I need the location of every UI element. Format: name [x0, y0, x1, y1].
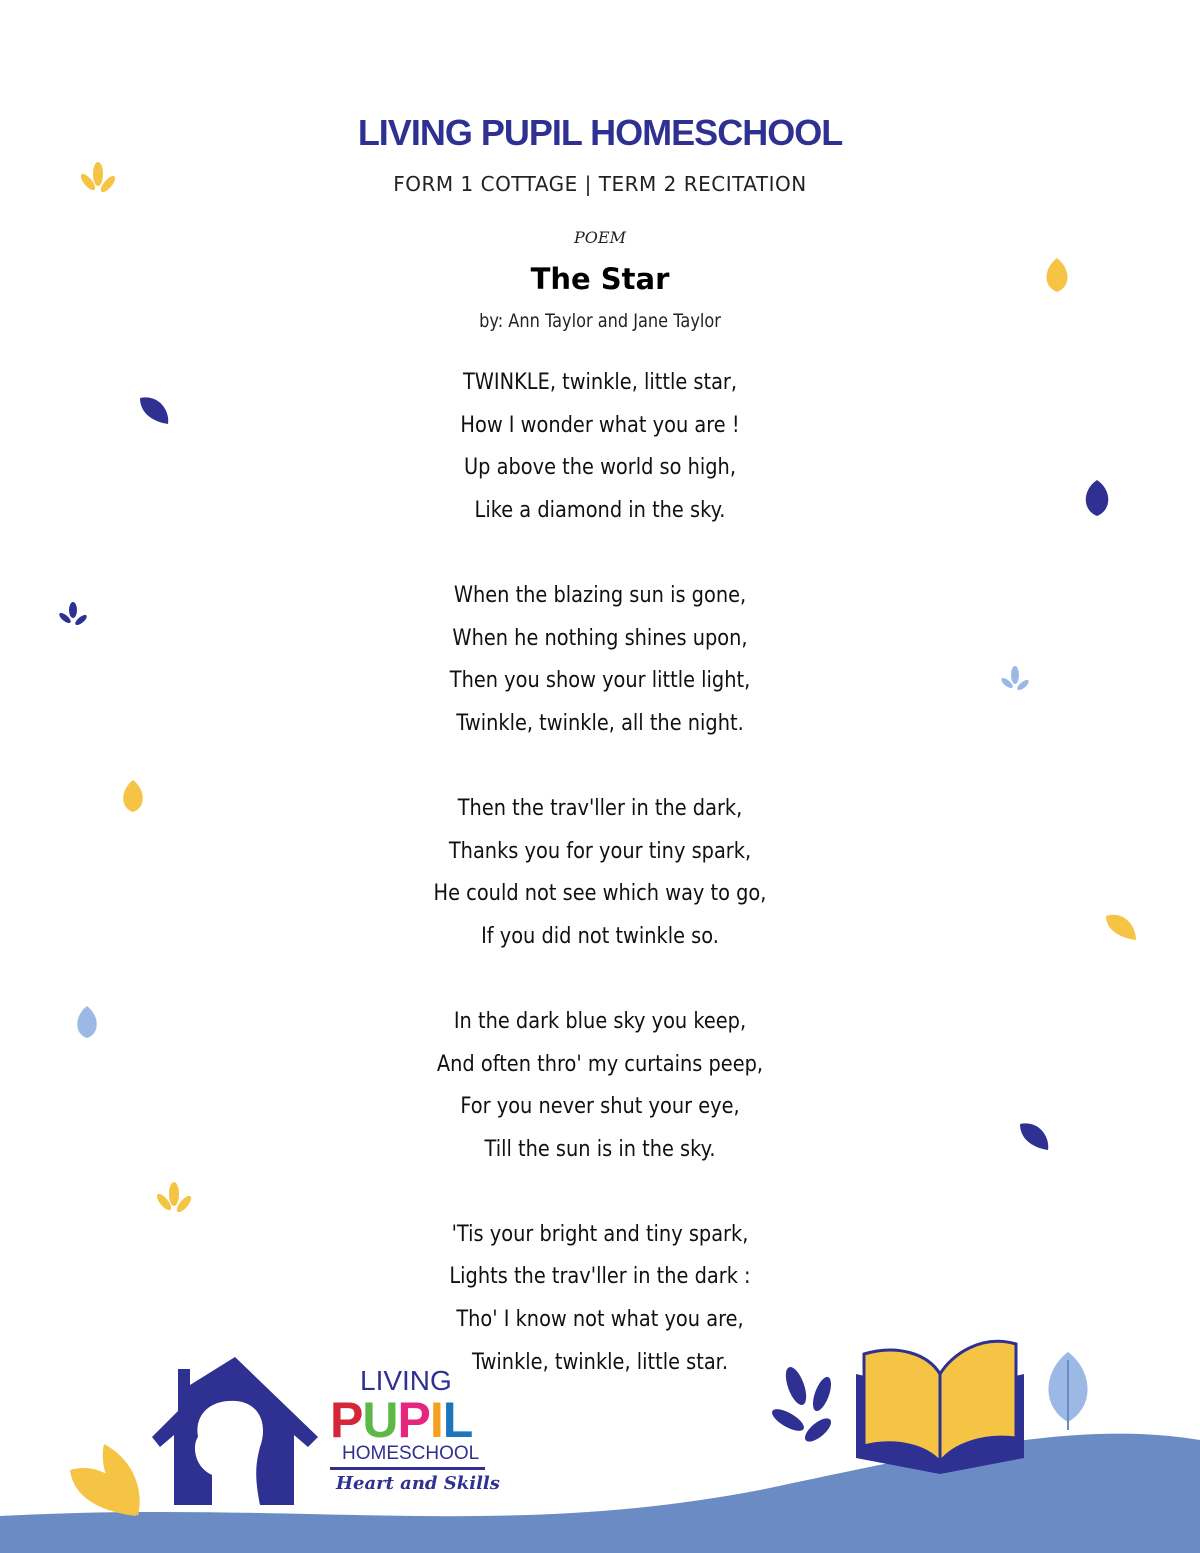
poem-line: 'Tis your bright and tiny spark,	[451, 1221, 749, 1247]
poem-line: Thanks you for your tiny spark,	[448, 838, 752, 864]
poem-line: He could not see which way to go,	[433, 881, 767, 907]
leaf-icon	[1080, 478, 1114, 520]
poem-line: Then you show your little light,	[449, 668, 751, 694]
logo-divider	[330, 1467, 485, 1470]
poem-line: Tho' I know not what you are,	[456, 1307, 744, 1333]
logo-letter: P	[330, 1392, 363, 1448]
poem-line: TWINKLE, twinkle, little star,	[462, 370, 738, 395]
poem-line: When the blazing sun is gone,	[453, 582, 747, 608]
poem-line: Like a diamond in the sky.	[474, 497, 726, 523]
leaf-icon	[64, 1440, 148, 1520]
poem-line: How I wonder what you are !	[460, 412, 740, 438]
poem-line: Till the sun is in the sky.	[484, 1136, 716, 1162]
logo-letter: I	[429, 1392, 443, 1448]
school-name-heading: LIVING PUPIL HOMESCHOOL	[357, 112, 843, 153]
leaf-icon	[1038, 1350, 1098, 1430]
poem-body	[0, 362, 1200, 1427]
poem-line: Twinkle, twinkle, little star.	[471, 1349, 729, 1375]
logo-living: LIVING	[360, 1365, 452, 1396]
poem-line: Up above the world so high,	[464, 455, 736, 481]
leaf-icon	[1000, 664, 1030, 698]
leaf-icon	[136, 392, 172, 428]
house-head-icon	[150, 1355, 320, 1510]
logo-pupil	[330, 1391, 472, 1449]
leaf-icon	[154, 1180, 194, 1222]
leaf-icon	[78, 160, 118, 205]
living-pupil-logo	[150, 1355, 500, 1515]
poem-stanza	[0, 362, 1200, 532]
poem-line: Lights the trav'ller in the dark :	[449, 1264, 751, 1290]
poem-line: If you did not twinkle so.	[481, 923, 719, 949]
poem-stanza	[0, 575, 1200, 745]
subtitle: FORM 1 COTTAGE | TERM 2 RECITATION	[393, 172, 807, 196]
poem-line: For you never shut your eye,	[460, 1094, 740, 1120]
logo-tagline: Heart and Skills	[336, 1473, 500, 1494]
poem-line: In the dark blue sky you keep,	[453, 1008, 747, 1034]
poem-author: by: Ann Taylor and Jane Taylor	[479, 310, 721, 332]
leaf-icon	[1016, 1118, 1052, 1154]
logo-letter: L	[442, 1392, 473, 1448]
logo-homeschool: HOMESCHOOL	[342, 1443, 480, 1464]
poem-line: Then the trav'ller in the dark,	[457, 795, 743, 821]
leaf-icon	[118, 778, 148, 816]
poem-title: The Star	[530, 262, 670, 296]
open-book-icon	[848, 1334, 1034, 1474]
poem-line: Twinkle, twinkle, all the night.	[456, 710, 744, 736]
poem-stanza	[0, 788, 1200, 958]
poem-label: POEM	[574, 228, 626, 247]
logo-letter: P	[397, 1392, 430, 1448]
leaf-icon	[72, 1004, 102, 1042]
leaf-branch-icon	[766, 1364, 846, 1450]
leaf-icon	[1040, 256, 1074, 296]
leaf-icon	[58, 600, 88, 632]
logo-letter: U	[362, 1392, 398, 1448]
poem-line: When he nothing shines upon,	[452, 625, 748, 651]
leaf-icon	[1102, 908, 1140, 944]
poem-line: And often thro' my curtains peep,	[436, 1051, 764, 1077]
